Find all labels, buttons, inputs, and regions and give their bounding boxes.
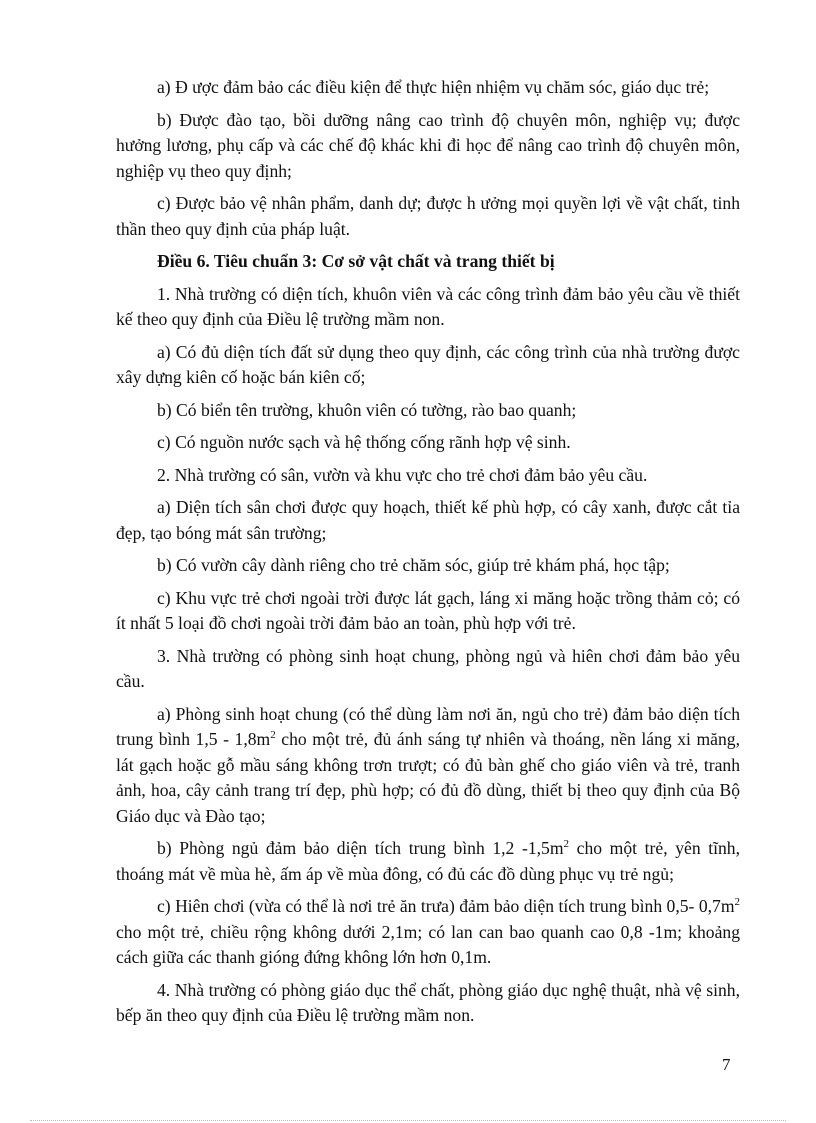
paragraph-item-1b: b) Có biển tên trường, khuôn viên có tường, rào bao quanh; — [157, 399, 577, 420]
paragraph-item-1c: c) Có nguồn nước sạch và hệ thống cống rãnh hợp vệ sinh. — [157, 432, 571, 452]
paragraph-item-3b — [116, 836, 740, 887]
superscript: 2 — [563, 838, 570, 851]
paragraph-item-2a: a) Diện tích sân chơi được quy hoạch, thiết kế phù hợp, có cây xanh, được cắt tỉa đẹp, tạo bóng mát sân trường; — [116, 497, 740, 543]
page-number: 7 — [722, 1055, 731, 1074]
paragraph-item-3a — [116, 702, 740, 830]
paragraph-right-a: a) Đ ược đảm bảo các điều kiện để thực hiện nhiệm vụ chăm sóc, giáo dục trẻ; — [157, 77, 710, 97]
paragraph-item-4: 4. Nhà trường có phòng giáo dục thể chất, phòng giáo dục nghệ thuật, nhà vệ sinh, bếp ăn theo quy định của Điều lệ trường mầm non. — [116, 979, 740, 1025]
paragraph-item-2b: b) Có vườn cây dành riêng cho trẻ chăm sóc, giúp trẻ khám phá, học tập; — [157, 555, 670, 575]
paragraph-item-1a: a) Có đủ diện tích đất sử dụng theo quy định, các công trình của nhà trường được xây dựng kiên cố hoặc bán kiên cố; — [116, 341, 740, 387]
article-6-heading: Điều 6. Tiêu chuẩn 3: Cơ sở vật chất và trang thiết bị — [157, 251, 555, 271]
text-run: a) Phòng sinh hoạt chung (có thể dùng làm nơi ăn, ngủ cho trẻ) đảm bảo diện tích trung bình 1,5 - 1,8m — [116, 703, 740, 749]
paragraph-item-1: 1. Nhà trường có diện tích, khuôn viên và các công trình đảm bảo yêu cầu về thiết kế theo quy định của Điều lệ trường mầm non. — [116, 283, 740, 329]
text-run: cho một trẻ, chiều rộng không dưới 2,1m; có lan can bao quanh cao 0,8 -1m; khoảng cách giữa các thanh gióng đứng không lớn hơn 0,1m. — [116, 921, 740, 967]
paragraph-item-2: 2. Nhà trường có sân, vườn và khu vực cho trẻ chơi đảm bảo yêu cầu. — [157, 464, 648, 485]
paragraph-item-3: 3. Nhà trường có phòng sinh hoạt chung, phòng ngủ và hiên chơi đảm bảo yêu cầu. — [116, 645, 740, 691]
page-body — [116, 75, 740, 1036]
page-bottom-border — [30, 1120, 786, 1121]
text-run: b) Phòng ngủ đảm bảo diện tích trung bình 1,2 -1,5m — [157, 838, 564, 858]
text-run: c) Hiên chơi (vừa có thể là nơi trẻ ăn trưa) đảm bảo diện tích trung bình 0,5- 0,7m — [157, 896, 735, 916]
text-run: cho một trẻ, yên tĩnh, thoáng mát về mùa hè, ấm áp về mùa đông, có đủ các đồ dùng phục vụ trẻ ngủ; — [116, 838, 740, 884]
paragraph-item-3c — [116, 894, 740, 971]
paragraph-right-c: c) Được bảo vệ nhân phẩm, danh dự; được h ưởng mọi quyền lợi về vật chất, tinh thần theo quy định của pháp luật. — [116, 193, 740, 239]
text-run: cho một trẻ, đủ ánh sáng tự nhiên và thoáng, nền láng xi măng, lát gạch hoặc gỗ mầu sáng không trơn trượt; có đủ bàn ghế cho giáo viên và trẻ, tranh ảnh, hoa, cây cảnh trang trí đẹp, phù hợp; có đủ đồ dùng, thiết bị theo quy định của Bộ Giáo dục và Đào tạo; — [116, 729, 740, 826]
superscript: 2 — [734, 896, 740, 909]
paragraph-right-b: b) Được đào tạo, bồi dưỡng nâng cao trình độ chuyên môn, nghiệp vụ; được hưởng lương, phụ cấp và các chế độ khác khi đi học để nâng cao trình độ chuyên môn, nghiệp vụ theo quy định; — [116, 109, 740, 181]
superscript: 2 — [270, 729, 276, 742]
paragraph-item-2c: c) Khu vực trẻ chơi ngoài trời được lát gạch, láng xi măng hoặc trồng thảm cỏ; có ít nhất 5 loại đồ chơi ngoài trời đảm bảo an toàn, phù hợp với trẻ. — [116, 587, 740, 633]
